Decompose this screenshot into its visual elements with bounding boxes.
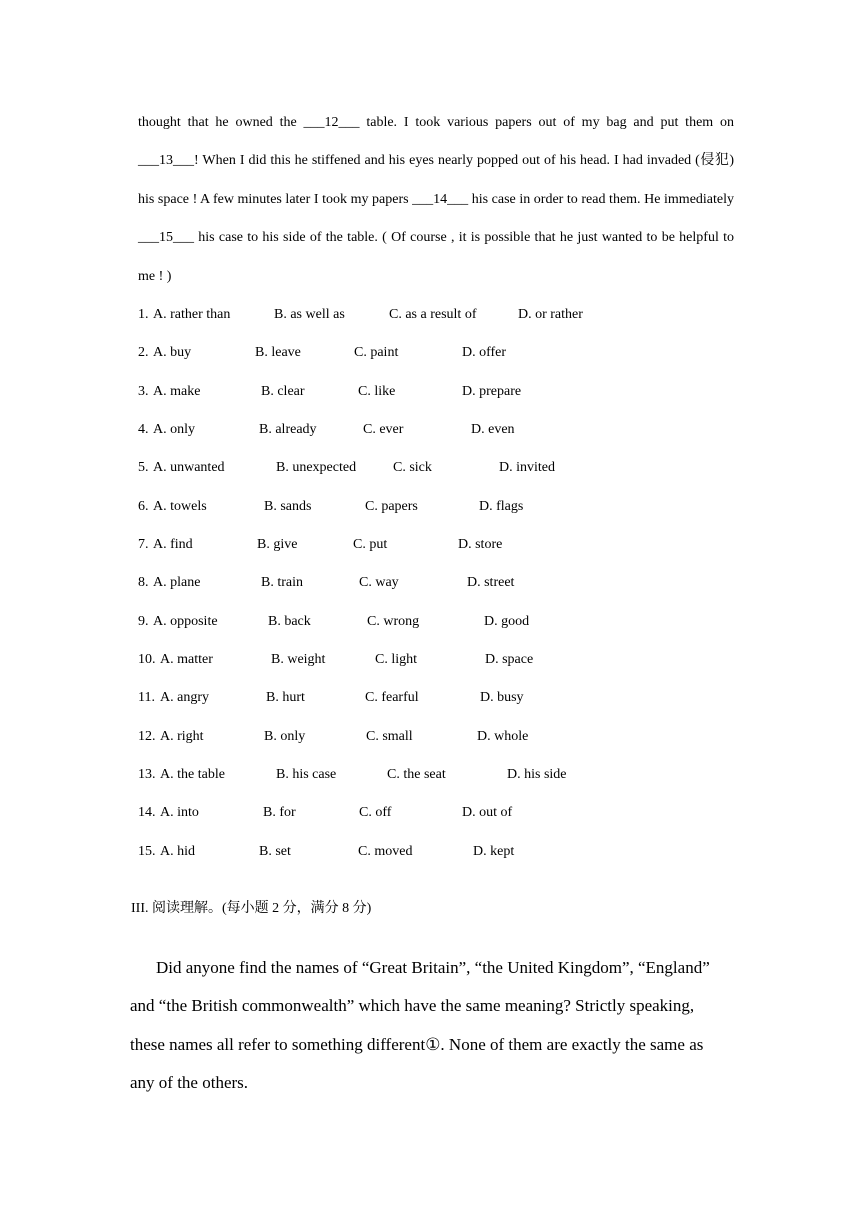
option-c: C. papers — [365, 498, 418, 514]
question-number: 10. — [138, 652, 156, 668]
question-row — [138, 449, 738, 487]
question-number: 4. — [138, 422, 149, 438]
option-b: B. give — [257, 537, 298, 553]
option-a: A. matter — [160, 652, 213, 668]
question-number: 12. — [138, 728, 156, 744]
option-c: C. like — [358, 383, 396, 399]
option-a: A. opposite — [153, 613, 218, 629]
option-b: B. weight — [271, 652, 326, 668]
option-d: D. good — [484, 613, 530, 629]
option-c: C. paint — [354, 345, 399, 361]
option-c: C. small — [366, 728, 413, 744]
option-b: B. for — [263, 805, 296, 821]
question-row — [138, 679, 738, 717]
question-row — [138, 833, 738, 871]
question-row — [138, 718, 738, 756]
question-number: 11. — [138, 690, 155, 706]
option-b: B. back — [268, 613, 311, 629]
option-b: B. set — [259, 843, 291, 859]
question-number: 14. — [138, 805, 156, 821]
option-d: D. or rather — [518, 307, 583, 322]
option-d: D. kept — [473, 843, 515, 859]
reading-passage: Did anyone find the names of “Great Britain”, “the United Kingdom”, “England” and “the British commonwealth” which have the same meaning? Strictly speaking, these names all refer to something different①. None of them are exactly the same as any of the others. — [130, 958, 710, 1092]
question-options — [138, 296, 738, 871]
option-a: A. into — [160, 805, 199, 821]
option-b: B. leave — [255, 345, 301, 361]
question-row — [138, 756, 738, 794]
question-number: 6. — [138, 498, 149, 514]
option-d: D. his side — [507, 767, 567, 783]
option-c: C. way — [359, 575, 399, 591]
option-a: A. right — [160, 728, 204, 744]
option-c: C. put — [353, 537, 388, 553]
option-a: A. the table — [160, 767, 225, 783]
option-d: D. flags — [479, 498, 524, 514]
option-a: A. buy — [153, 345, 192, 361]
option-a: A. find — [153, 537, 193, 553]
option-b: B. only — [264, 728, 306, 744]
option-a: A. angry — [160, 690, 209, 706]
option-d: D. street — [467, 575, 515, 591]
option-b: B. train — [261, 575, 303, 591]
option-d: D. invited — [499, 460, 555, 476]
option-c: C. off — [359, 805, 392, 821]
question-row — [138, 641, 738, 679]
section-heading: III. 阅读理解。(每小题 2 分，满分 8 分) — [131, 901, 372, 916]
option-c: C. wrong — [367, 613, 420, 629]
option-b: B. as well as — [274, 307, 345, 322]
option-d: D. space — [485, 652, 534, 668]
question-number: 1. — [138, 307, 149, 322]
option-b: B. sands — [264, 498, 312, 514]
question-number: 5. — [138, 460, 149, 476]
question-number: 13. — [138, 767, 156, 783]
question-number: 15. — [138, 843, 156, 859]
question-row — [138, 334, 738, 372]
option-c: C. the seat — [387, 767, 446, 783]
option-c: C. moved — [358, 843, 413, 859]
option-a: A. make — [153, 383, 201, 399]
option-d: D. even — [471, 422, 515, 438]
option-a: A. rather than — [153, 307, 231, 322]
option-b: B. already — [259, 422, 317, 438]
cloze-passage: thought that he owned the ___12___ table. I took various papers out of my bag and put them on ___13___! When I did this he stiffened and his eyes nearly popped out of his head. I had invaded (侵犯) his space ! A few minutes later I took my papers ___14___ his case in order to read them. He immediately ___15___ his case to his side of the table. ( Of course , it is possible that he just wanted to be helpful to me ! ) — [138, 115, 734, 284]
option-d: D. whole — [477, 728, 529, 744]
option-d: D. prepare — [462, 383, 522, 399]
question-row — [138, 296, 738, 334]
option-c: C. light — [375, 652, 418, 668]
option-b: B. clear — [261, 383, 305, 399]
option-d: D. store — [458, 537, 503, 553]
option-a: A. only — [153, 422, 195, 438]
question-number: 2. — [138, 345, 149, 361]
question-row — [138, 488, 738, 526]
option-b: B. his case — [276, 767, 337, 783]
option-c: C. sick — [393, 460, 432, 476]
option-b: B. hurt — [266, 690, 305, 706]
question-number: 7. — [138, 537, 149, 553]
question-row — [138, 411, 738, 449]
option-d: D. busy — [480, 690, 524, 706]
question-row — [138, 526, 738, 564]
question-number: 8. — [138, 575, 149, 591]
option-a: A. unwanted — [153, 460, 225, 476]
option-b: B. unexpected — [276, 460, 357, 476]
question-number: 3. — [138, 383, 149, 399]
question-row — [138, 373, 738, 411]
option-c: C. as a result of — [389, 307, 477, 322]
question-number: 9. — [138, 613, 149, 629]
question-row — [138, 794, 738, 832]
option-c: C. ever — [363, 422, 404, 438]
question-row — [138, 603, 738, 641]
option-a: A. hid — [160, 843, 195, 859]
option-a: A. towels — [153, 498, 207, 514]
option-d: D. offer — [462, 345, 507, 361]
option-c: C. fearful — [365, 690, 419, 706]
option-a: A. plane — [153, 575, 201, 591]
option-d: D. out of — [462, 805, 513, 821]
question-row — [138, 564, 738, 602]
